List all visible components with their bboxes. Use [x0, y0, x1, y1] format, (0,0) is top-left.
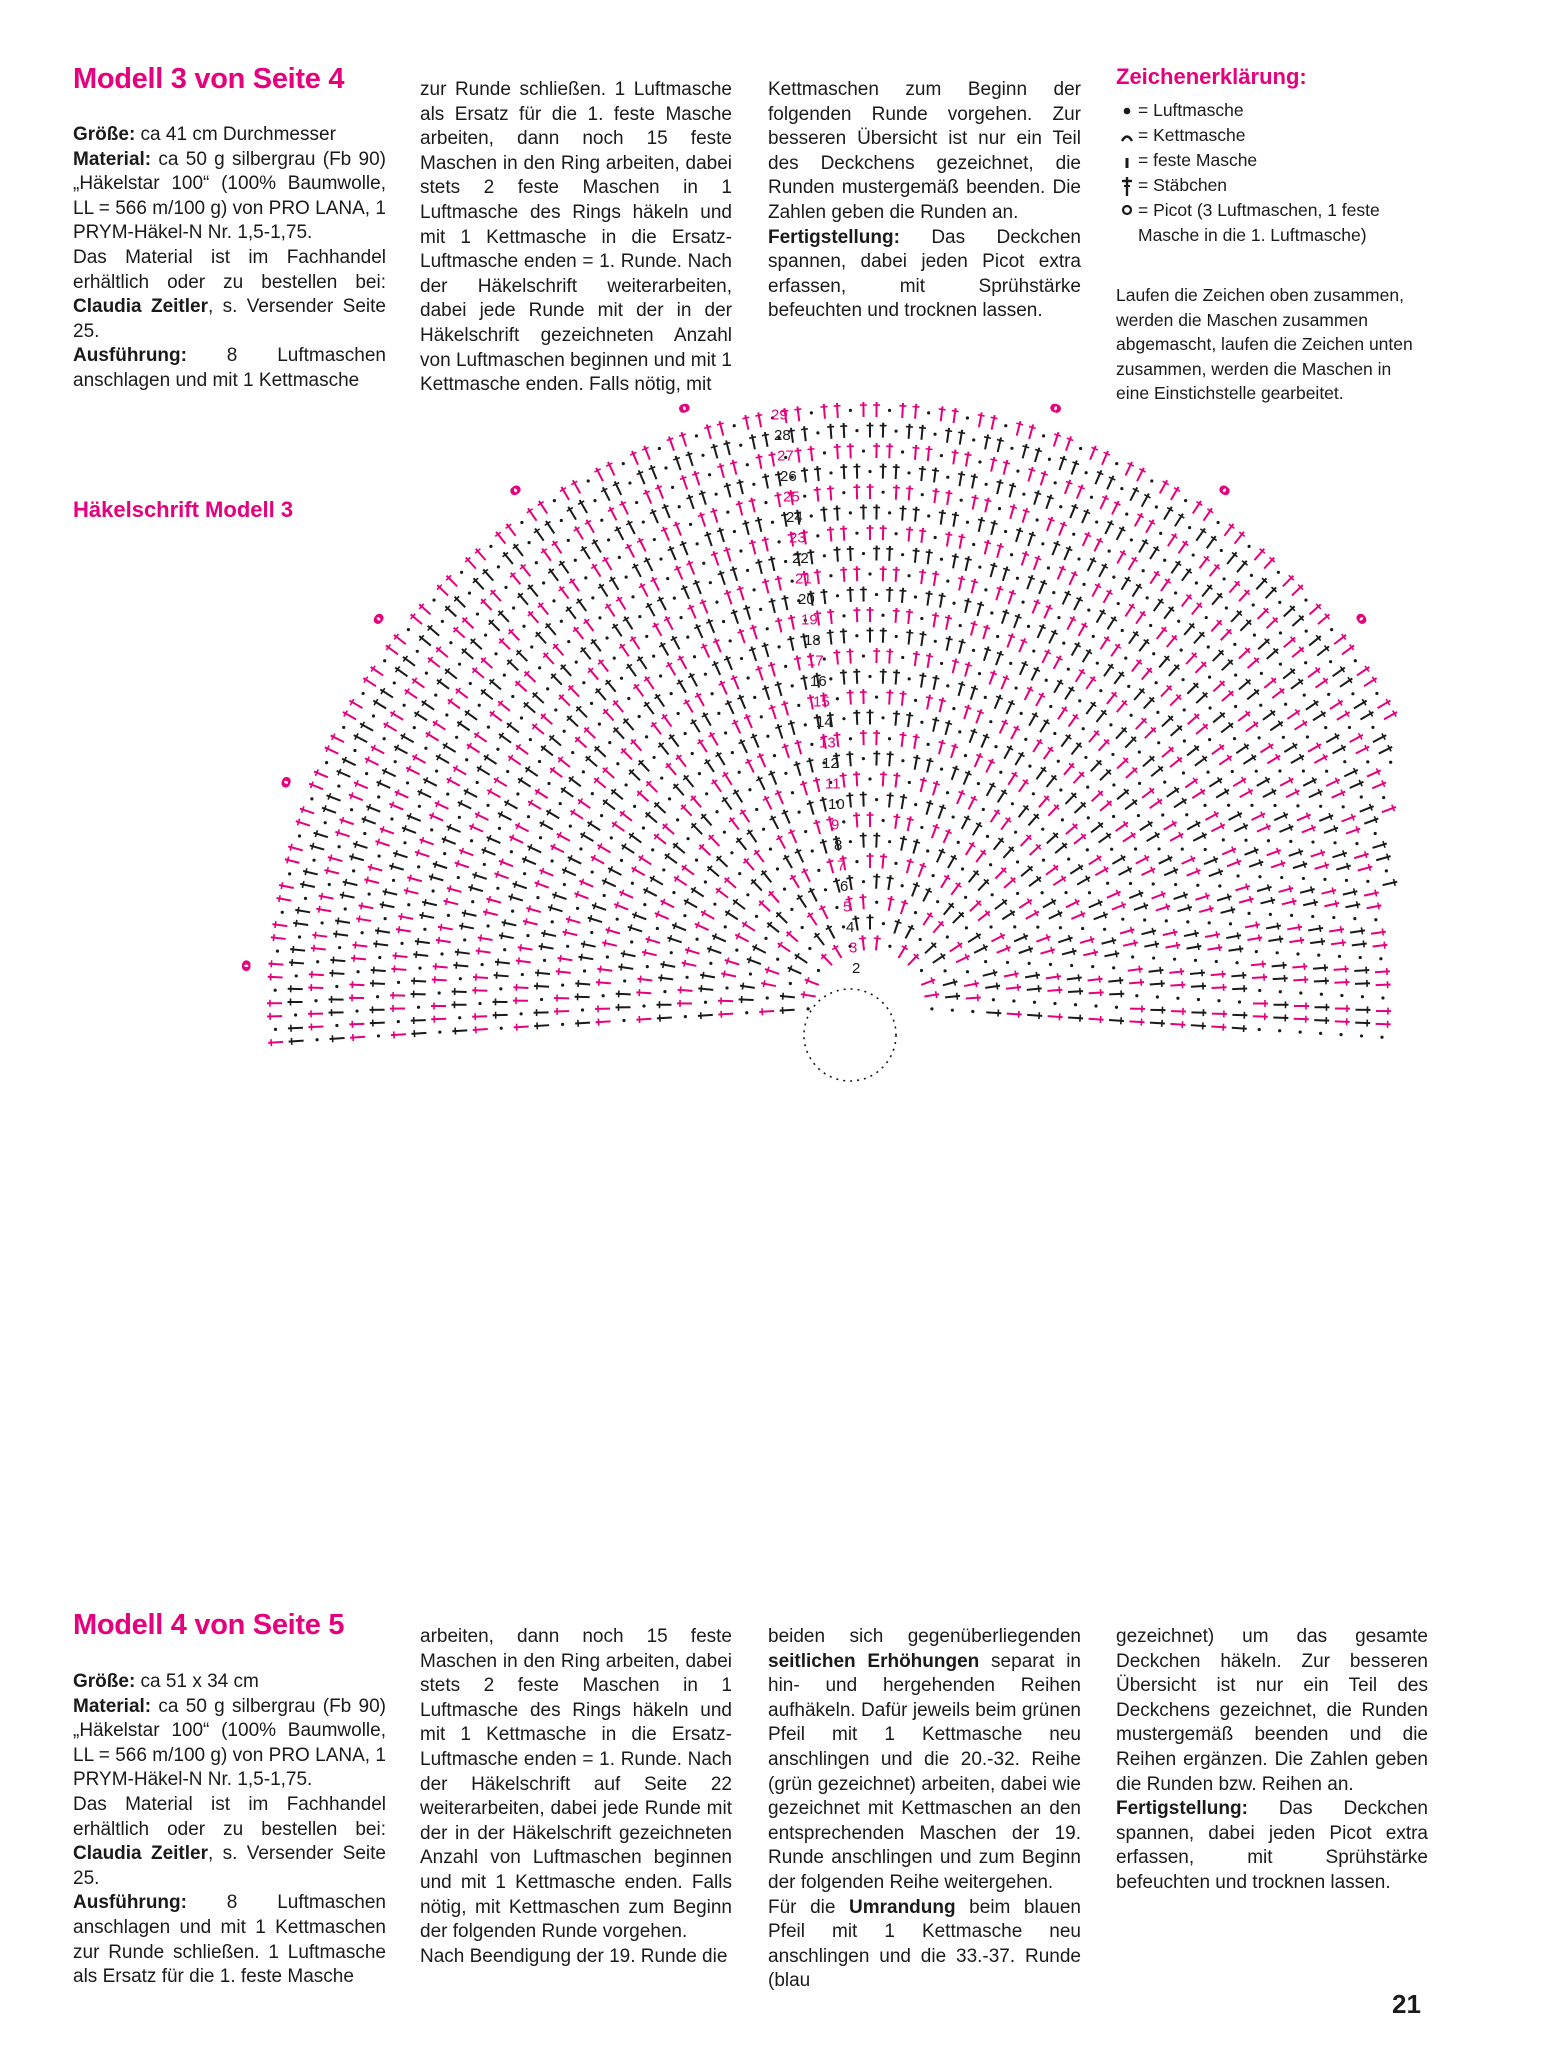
paragraph: Nach Beendigung der 19. Runde die: [420, 1945, 728, 1967]
model4-column-1: [73, 1670, 386, 1990]
legend-label: = Luftmasche: [1138, 100, 1244, 120]
round-label: 15: [813, 693, 830, 711]
legend-label: = feste Masche: [1138, 150, 1258, 170]
legend-title: Zeichenerklärung:: [1116, 64, 1307, 89]
round-labels: [771, 407, 860, 978]
round-label: 7: [837, 857, 846, 875]
paragraph: Fertigstellung: Das Deckchen spannen, dabei jeden Picot extra erfassen, mit Sprühstärke befeuchten und trocknen lassen.: [768, 226, 1081, 322]
paragraph: Ausführung: 8 Luftmaschen anschlagen und mit 1 Kettmasche: [73, 345, 386, 391]
paragraph: Größe: ca 41 cm Durchmesser: [73, 124, 336, 145]
paragraph: Das Material ist im Fachhandel erhältlich oder zu bestellen bei: Claudia Zeitler, s. Versender Seite 25.: [73, 1793, 386, 1889]
paragraph: gezeichnet) um das gesamte Deckchen häkeln. Zur besseren Übersicht ist nur ein Teil des Deckchens gezeichnet, die Runden mustergemäß beenden und die Reihen ergänzen. Die Zahlen geben die Runden bzw. Reihen an.: [1116, 1626, 1428, 1795]
legend-item-single-crochet: [1116, 148, 1426, 173]
model4-column-4: [1116, 1625, 1428, 1896]
round-label: 13: [819, 734, 836, 752]
model3-column-1: [73, 123, 386, 394]
round-label: 21: [795, 570, 812, 588]
round-label: 18: [804, 632, 821, 649]
round-label: 17: [807, 652, 824, 670]
bar-icon: [1116, 148, 1138, 172]
dot-icon: [1116, 98, 1138, 122]
round-label: 23: [789, 529, 806, 547]
round-label: 26: [780, 468, 797, 485]
legend-label: = Kettmasche: [1138, 125, 1246, 145]
paragraph: Material: ca 50 g silbergrau (Fb 90) „Häkelstar 100“ (100% Baumwolle, LL = 566 m/100 g) von PRO LANA, 1 PRYM-Häkel-N Nr. 1,5-1,75.: [73, 148, 386, 244]
crochet-chart: [70, 400, 1400, 1560]
paragraph: zur Runde schließen. 1 Luftmasche als Ersatz für die 1. feste Masche arbeiten, dann noch 15 feste Maschen in den Ring arbeiten, dabei stets 2 feste Maschen in 1 Luftmasche des Rings häkeln und mit 1 Kettmasche in die Ersatz-Luftmasche enden = 1. Runde. Nach der Häkelschrift weiterarbeiten, dabei jede Runde mit der in der Häkelschrift gezeichneten Anzahl von Luftmaschen beginnen und mit 1 Kettmasche enden. Falls nötig, mit: [420, 79, 732, 396]
model3-column-2: [420, 78, 732, 398]
paragraph: Kettmaschen zum Beginn der folgenden Runde vorgehen. Zur besseren Übersicht ist nur ein Teil des Deckchens gezeichnet, die Runden mustergemäß beenden. Die Zahlen geben die Runden an.: [768, 79, 1081, 223]
legend-item-chain: [1116, 98, 1426, 123]
round-label: 9: [831, 816, 840, 834]
round-label: 27: [777, 447, 794, 465]
legend-item-double-crochet: [1116, 173, 1426, 198]
round-label: 8: [834, 837, 843, 854]
round-label: 20: [798, 591, 815, 608]
page-number: 21: [1392, 1989, 1421, 2019]
legend-label: = Picot (3 Luftmaschen, 1 feste Masche in die 1. Luftmasche): [1138, 200, 1380, 245]
model4-column-2: [420, 1625, 732, 1969]
cross-icon: [1116, 173, 1138, 197]
round-label: 24: [786, 509, 803, 526]
paragraph: arbeiten, dann noch 15 feste Maschen in den Ring arbeiten, dabei stets 2 feste Maschen in 1 Luftmasche des Rings häkeln und mit 1 Kettmasche in die Ersatz-Luftmasche enden = 1. Runde. Nach der Häkelschrift auf Seite 22 weiterarbeiten, dabei jede Runde mit der in der Häkelschrift gezeichneten Anzahl von Luftmaschen beginnen und mit 1 Kettmasche enden. Falls nötig, mit Kettmaschen zum Beginn der folgenden Runde vorgehen.: [420, 1626, 732, 1943]
round-label: 19: [801, 611, 818, 629]
round-label: 14: [816, 714, 833, 731]
round-label: 22: [792, 550, 809, 567]
round-label: 28: [774, 427, 791, 444]
legend-item-picot: [1116, 198, 1426, 248]
legend-label: = Stäbchen: [1138, 175, 1228, 195]
ring-icon: [1116, 198, 1138, 222]
diagram-title: Häkelschrift Modell 3: [73, 497, 294, 522]
round-label: 12: [822, 755, 839, 772]
model4-heading: Modell 4 von Seite 5: [73, 1609, 345, 1641]
paragraph: beiden sich gegenüberliegenden seitlichen Erhöhungen separat in hin- und hergehenden Reihen aufhäkeln. Dafür jeweils beim grünen Pfeil mit 1 Kettmasche neu anschlingen und die 20.-32. Reihe (grün gezeichnet) arbeiten, dabei wie gezeichnet mit Kettmaschen an den entsprechenden Maschen der 19. Runde anschlingen und zum Beginn der folgenden Reihe weitergehen.: [768, 1626, 1081, 1893]
legend-list: [1116, 98, 1426, 248]
model3-column-3: [768, 78, 1081, 324]
paragraph: Material: ca 50 g silbergrau (Fb 90) „Häkelstar 100“ (100% Baumwolle, LL = 566 m/100 g) von PRO LANA, 1 PRYM-Häkel-N Nr. 1,5-1,75.: [73, 1695, 386, 1791]
arc-icon: [1116, 123, 1138, 147]
model4-column-3: [768, 1625, 1081, 1994]
paragraph: Für die Umrandung beim blauen Pfeil mit 1 Kettmasche neu anschlingen und die 33.-37. Runde (blau: [768, 1896, 1081, 1992]
legend-note: Laufen die Zeichen oben zusammen, werden die Maschen zusammen abgemascht, laufen die Zeichen unten zusammen, werden die Maschen in eine Einstichstelle gearbeitet.: [1116, 285, 1413, 404]
round-label: 16: [810, 673, 827, 690]
round-label: 11: [825, 775, 841, 793]
paragraph: Größe: ca 51 x 34 cm: [73, 1671, 259, 1692]
round-label: 3: [849, 939, 858, 957]
round-label: 25: [783, 488, 800, 506]
round-label: 5: [843, 898, 852, 916]
round-label: 10: [828, 796, 845, 813]
round-label: 29: [771, 406, 788, 424]
legend-item-slip-stitch: [1116, 123, 1426, 148]
paragraph: Fertigstellung: Das Deckchen spannen, dabei jeden Picot extra erfassen, mit Sprühstärke befeuchten und trocknen lassen.: [1116, 1798, 1428, 1893]
round-label: 6: [840, 878, 849, 895]
round-label: 2: [852, 960, 861, 977]
paragraph: Das Material ist im Fachhandel erhältlich oder zu bestellen bei: Claudia Zeitler, s. Versender Seite 25.: [73, 246, 386, 342]
paragraph: Ausführung: 8 Luftmaschen anschlagen und mit 1 Kettmaschen zur Runde schließen. 1 Luftmasche als Ersatz für die 1. feste Masche: [73, 1892, 386, 1988]
round-label: 4: [846, 919, 855, 936]
model3-heading: Modell 3 von Seite 4: [73, 63, 345, 95]
